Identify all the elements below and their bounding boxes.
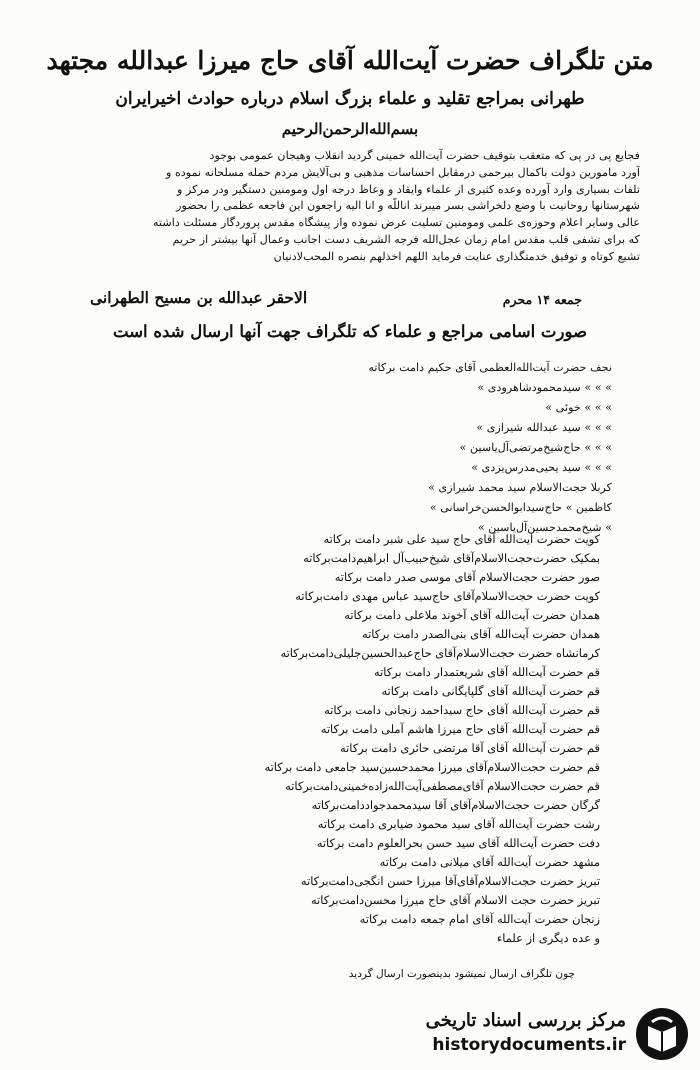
recipient-row: قم حضرت آیت‌الله آقای حاج سیداحمد زنجانی دامت برکاته <box>324 703 600 717</box>
city-recipients <box>120 530 600 948</box>
recipient-row: مشهد حضرت آیت‌الله آقای میلانی دامت برکاته <box>379 855 600 869</box>
signature: الاحقر عبدالله بن مسیح الطهرانی <box>90 288 308 307</box>
recipient-row: و عده دیگری از علماء <box>496 931 600 945</box>
book-emblem-icon <box>634 1006 690 1062</box>
recipient-row: دفت حضرت آیت‌الله آقای سید حسن بحرالعلوم دامت برکاته <box>316 836 600 850</box>
recipient-row: قم حضرت آیت‌الله آقای گلپایگانی دامت برکاته <box>381 684 600 698</box>
recipient-row: قم حضرت آیت‌الله آقای آقا مرتضی حائری دامت برکاته <box>340 741 600 755</box>
recipient-row: کویت حضرت حجت‌الاسلام‌آقای حاج‌سید عباس مهدی دامت‌برکاته <box>295 589 600 603</box>
body-line: آورد مامورین دولت باکمال بیرحمی درمقابل احساسات مذهبی و بی‌آلایش مردم حمله مسلحانه نموده و <box>165 165 640 179</box>
recipient-row: قم حضرت حجت‌الاسلام آقای‌مصطفی‌آیت‌الله‌زاده‌خمینی‌دامت‌برکاته <box>285 779 600 793</box>
najaf-recipients <box>228 358 612 538</box>
watermark-logo[interactable] <box>414 1000 700 1070</box>
recipients-heading: صورت اسامی مراجع و علماء که تلگراف جهت آنها ارسال شده است <box>113 322 587 341</box>
recipient-row: زنجان حضرت آیت‌الله آقای امام جمعه دامت برکاته <box>359 912 600 926</box>
body-line: فجایع پی در پی که متعقب بتوقیف حضرت آیت‌الله خمینی گردید انقلاب وهیجان عمومی بوجود <box>209 149 640 162</box>
recipient-row: قم حضرت آیت‌الله آقای شریعتمدار دامت برکاته <box>373 665 600 679</box>
telegram-body <box>58 148 640 266</box>
recipient-row: کویت حضرت آیت‌الله آقای حاج سید علی شبر دامت برکاته <box>323 532 600 546</box>
recipient-row: قم حضرت آیت‌الله آقای حاج میرزا هاشم آملی دامت برکاته <box>320 722 600 736</box>
body-line: تشیع کوتاه و توفیق خدمتگذاری عنایت فرماید اللهم اخذلهم بنصره المحب‌لادنیان <box>273 249 640 263</box>
watermark-url: historydocuments.ir <box>432 1035 626 1055</box>
recipient-row: » » » سیدمحمودشاهرودی » <box>477 381 612 394</box>
recipient-row: بمکیک حضرت‌حجت‌الاسلام‌آقای شیخ‌حبیب‌آل ابراهیم‌دامت‌برکاته <box>303 551 600 565</box>
recipient-row: گرگان حضرت حجت‌الاسلام‌آقای آقا سیدمحمدجواد‌دامت‌برکاته <box>311 798 600 812</box>
recipient-row: تبریز حضرت حجت‌الاسلام‌آقای‌آقا میرزا حسن انگجی‌دامت‌برکاته <box>300 874 600 888</box>
body-line: شهرستانها روحانیت با وضع دلخراشی بسر میبرند اناللّه و انا الیه راجعون این فاجعه عظمی را بحضور <box>176 199 640 213</box>
dateline: جمعه ۱۴ محرم <box>502 292 582 307</box>
recipient-row: » شیخ‌محمدحسین‌آل‌یاسین » <box>477 521 612 534</box>
recipient-row: رشت حضرت آیت‌الله آقای سید محمود ضیابری دامت برکاته <box>317 817 600 831</box>
basmala: بسم‌الله‌الرحمن‌الرحیم <box>281 120 419 138</box>
recipient-row: صور حضرت حجت‌الاسلام آقای موسی صدر دامت برکاته <box>334 570 600 584</box>
recipient-row: کرمانشاه حضرت حجت‌الاسلام‌آقای حاج‌عبدالحسین‌جلیلی‌دامت‌برکاته <box>280 646 600 660</box>
recipient-row: » » » حاج‌شیخ‌مرتضی‌آل‌یاسین » <box>459 441 612 454</box>
recipient-row: نجف حضرت آیت‌الله‌العظمی آقای حکیم دامت برکاته <box>368 361 612 374</box>
document-subtitle: طهرانی بمراجع تقلید و علماء بزرگ اسلام درباره حوادث اخیرایران <box>115 89 585 109</box>
body-line: تلفات بسیاری وارد آورده وعده کثیری از علماء وایقاد و وعاظ درجه اول ومومنین دستگیر ودر مرکز و <box>176 182 640 196</box>
recipient-row: همدان حضرت آیت‌الله آقای بنی‌الصدر دامت برکاته <box>361 627 600 641</box>
recipient-row: کربلا حجت‌الاسلام سید محمد شیرازی » <box>428 481 612 494</box>
recipient-row: » » » خوئی » <box>545 401 612 414</box>
recipient-row: تبریز حضرت حجت الاسلام آقای حاج میرزا محسن‌دامت‌برکاته <box>310 893 600 907</box>
body-line: که برای تشفی قلب مقدس امام زمان عجل‌الله فرجه الشریف دست اجانب وعمال آنها بیشتر از حریم <box>172 232 640 246</box>
document-title: متن تلگراف حضرت آیت‌الله آقای حاج میرزا عبدالله مجتهد <box>46 46 654 75</box>
watermark-title: مرکز بررسی اسناد تاریخی <box>425 1010 626 1031</box>
recipient-row: » » » سید عبدالله شیرازی » <box>476 421 612 434</box>
footer-note: چون تلگراف ارسال نمیشود بدینصورت ارسال گردید <box>348 968 575 980</box>
body-line: عالی وسایر اعلام وحوزه‌ی علمی ومومنین تسلیت عرض نموده واز پیشگاه مقدس پروردگار مسئلت داشته <box>152 216 640 230</box>
recipient-row: قم حضرت حجت‌الاسلام‌آقای میرزا محمدحسین‌سید جامعی دامت برکاته <box>264 760 600 774</box>
recipient-row: » » » سید یحیی‌مدرس‌یزدی » <box>471 461 612 474</box>
recipient-row: کاظمین » حاج‌سیدابوالحسن‌خراسانی » <box>429 501 612 514</box>
recipient-row: همدان حضرت آیت‌الله آقای آخوند ملاعلی دامت برکاته <box>344 608 600 622</box>
